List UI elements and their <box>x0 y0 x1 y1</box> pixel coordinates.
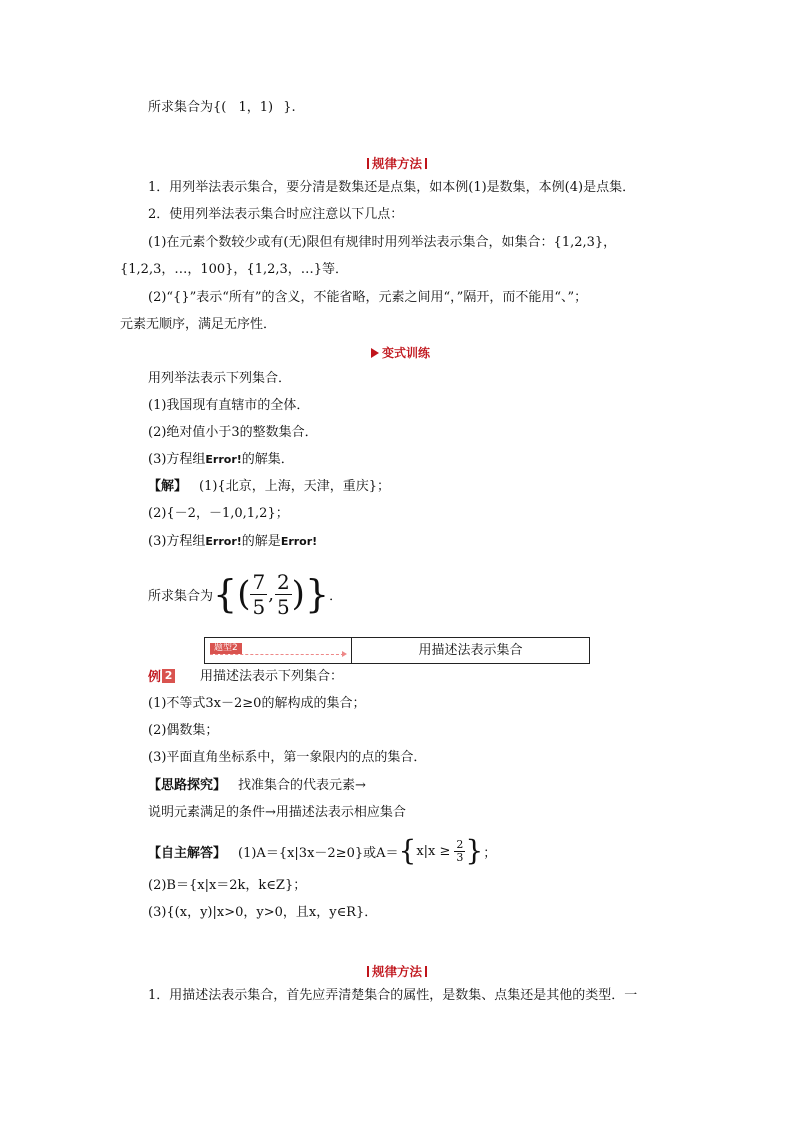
rule-2-line-0: 1．用描述法表示集合，首先应弄清楚集合的属性，是数集、点集还是其他的类型．一 <box>148 988 638 1003</box>
example-number: 2 <box>162 669 175 683</box>
right-brace: } <box>465 834 484 867</box>
answer-1-text: (1){北京，上海，天津，重庆}； <box>199 479 390 494</box>
think-line-2: 说明元素满足的条件→用描述法表示相应集合 <box>148 805 406 820</box>
solve-1c: ； <box>483 845 497 861</box>
left-brace: { <box>213 572 238 616</box>
variant-intro: 用列举法表示下列集合． <box>148 371 292 386</box>
header-bar-right <box>425 158 427 169</box>
fraction-7-5: $\frac{7}{5}$ <box>252 569 266 619</box>
variant-answer-1 <box>148 478 390 496</box>
example-intro: 用描述法表示下列集合： <box>200 669 344 684</box>
example-label: 例 <box>148 670 162 685</box>
comma: , <box>268 583 274 605</box>
triangle-icon <box>371 348 379 358</box>
think-text-1: 找准集合的代表元素→ <box>238 778 366 793</box>
top-answer-line <box>148 99 296 117</box>
rule-header-1 <box>0 154 794 172</box>
variant-header-text: 变式训练 <box>382 346 431 360</box>
variant-header <box>371 344 430 361</box>
variant-item-3 <box>148 451 294 469</box>
error-text: Error! <box>205 535 242 548</box>
final-prefix: 所求集合为 <box>148 588 214 604</box>
fraction-2-3: $\frac{2}{3}$ <box>456 837 464 864</box>
left-brace: { <box>398 834 417 867</box>
final-set-line <box>148 563 342 625</box>
fraction-2-5: $\frac{2}{5}$ <box>276 569 290 619</box>
rule-1-line-3: {1,2,3，…，100}，{1,2,3，…}等． <box>120 262 349 277</box>
variant-item-1: (1)我国现有直辖市的全体． <box>148 398 310 413</box>
solve-1a: (1)A＝{x|3x－2≥0}或A＝ <box>238 845 399 861</box>
rule-1-line-4: (2)“{}”表示“所有”的含义，不能省略，元素之间用“，”隔开，而不能用“、”； <box>148 290 588 305</box>
rule-1-line-5: 元素无顺序，满足无序性． <box>120 317 277 332</box>
rule-1-line-1: 2．使用列举法表示集合时应注意以下几点： <box>148 207 404 222</box>
variant-item-2: (2)绝对值小于3的整数集合． <box>148 425 318 440</box>
rule-1-line-0: 1．用列举法表示集合，要分清是数集还是点集，如本例(1)是数集，本例(4)是点集． <box>148 180 636 195</box>
solve-line-3: (3){(x，y)|x>0，y>0，且x，y∈R}． <box>148 905 378 920</box>
header-bar-right <box>425 966 427 977</box>
answer-3-prefix: (3)方程组 <box>148 534 206 549</box>
right-paren: ) <box>291 574 305 614</box>
header-bar-left <box>367 966 369 977</box>
left-paren: ( <box>237 574 251 614</box>
example-item-1: (1)不等式3x－2≥0的解构成的集合； <box>148 696 366 711</box>
jie-label: 【解】 <box>148 479 188 494</box>
answer-3-mid: 的解是 <box>241 534 281 549</box>
solve-1b: x|x ≥ <box>416 843 451 859</box>
example-badge <box>148 666 175 685</box>
example-type-box <box>204 637 590 664</box>
rule-1-line-2: (1)在元素个数较少或有(无)限但有规律时用列举法表示集合，如集合：{1,2,3}， <box>148 235 617 250</box>
error-text: Error! <box>280 535 318 548</box>
solve-line-1 <box>148 833 496 869</box>
think-line-1 <box>148 777 366 795</box>
example-item-3: (3)平面直角坐标系中，第一象限内的点的集合． <box>148 750 427 765</box>
example-item-2: (2)偶数集； <box>148 723 219 738</box>
top-answer-prefix: 所求集合为{( <box>148 100 227 115</box>
top-answer-suffix: }. <box>283 100 296 115</box>
right-brace: } <box>304 572 330 616</box>
header-bar-left <box>367 158 369 169</box>
variant-item-3-suffix: 的解集． <box>241 452 294 467</box>
final-suffix: ． <box>329 588 343 604</box>
solve-label: 【自主解答】 <box>148 845 227 861</box>
solve-line-2: (2)B＝{x|x＝2k，k∈Z}； <box>148 878 307 893</box>
example-type-left <box>205 638 352 663</box>
example-type-title: 用描述法表示集合 <box>418 643 523 658</box>
think-label: 【思路探究】 <box>148 778 227 793</box>
rule-header-2-text: 规律方法 <box>371 964 422 979</box>
arrow-icon <box>342 651 347 657</box>
variant-answer-3 <box>148 533 317 551</box>
example-type-tag: 题型2 <box>210 643 242 654</box>
variant-item-3-prefix: (3)方程组 <box>148 452 206 467</box>
error-text: Error! <box>205 453 242 466</box>
rule-header-1-text: 规律方法 <box>371 156 422 171</box>
rule-header-2 <box>0 962 794 980</box>
top-answer-nums: 1，1) <box>238 100 274 115</box>
dashed-line <box>210 654 344 655</box>
variant-answer-2: (2){－2，－1,0,1,2}； <box>148 506 289 521</box>
